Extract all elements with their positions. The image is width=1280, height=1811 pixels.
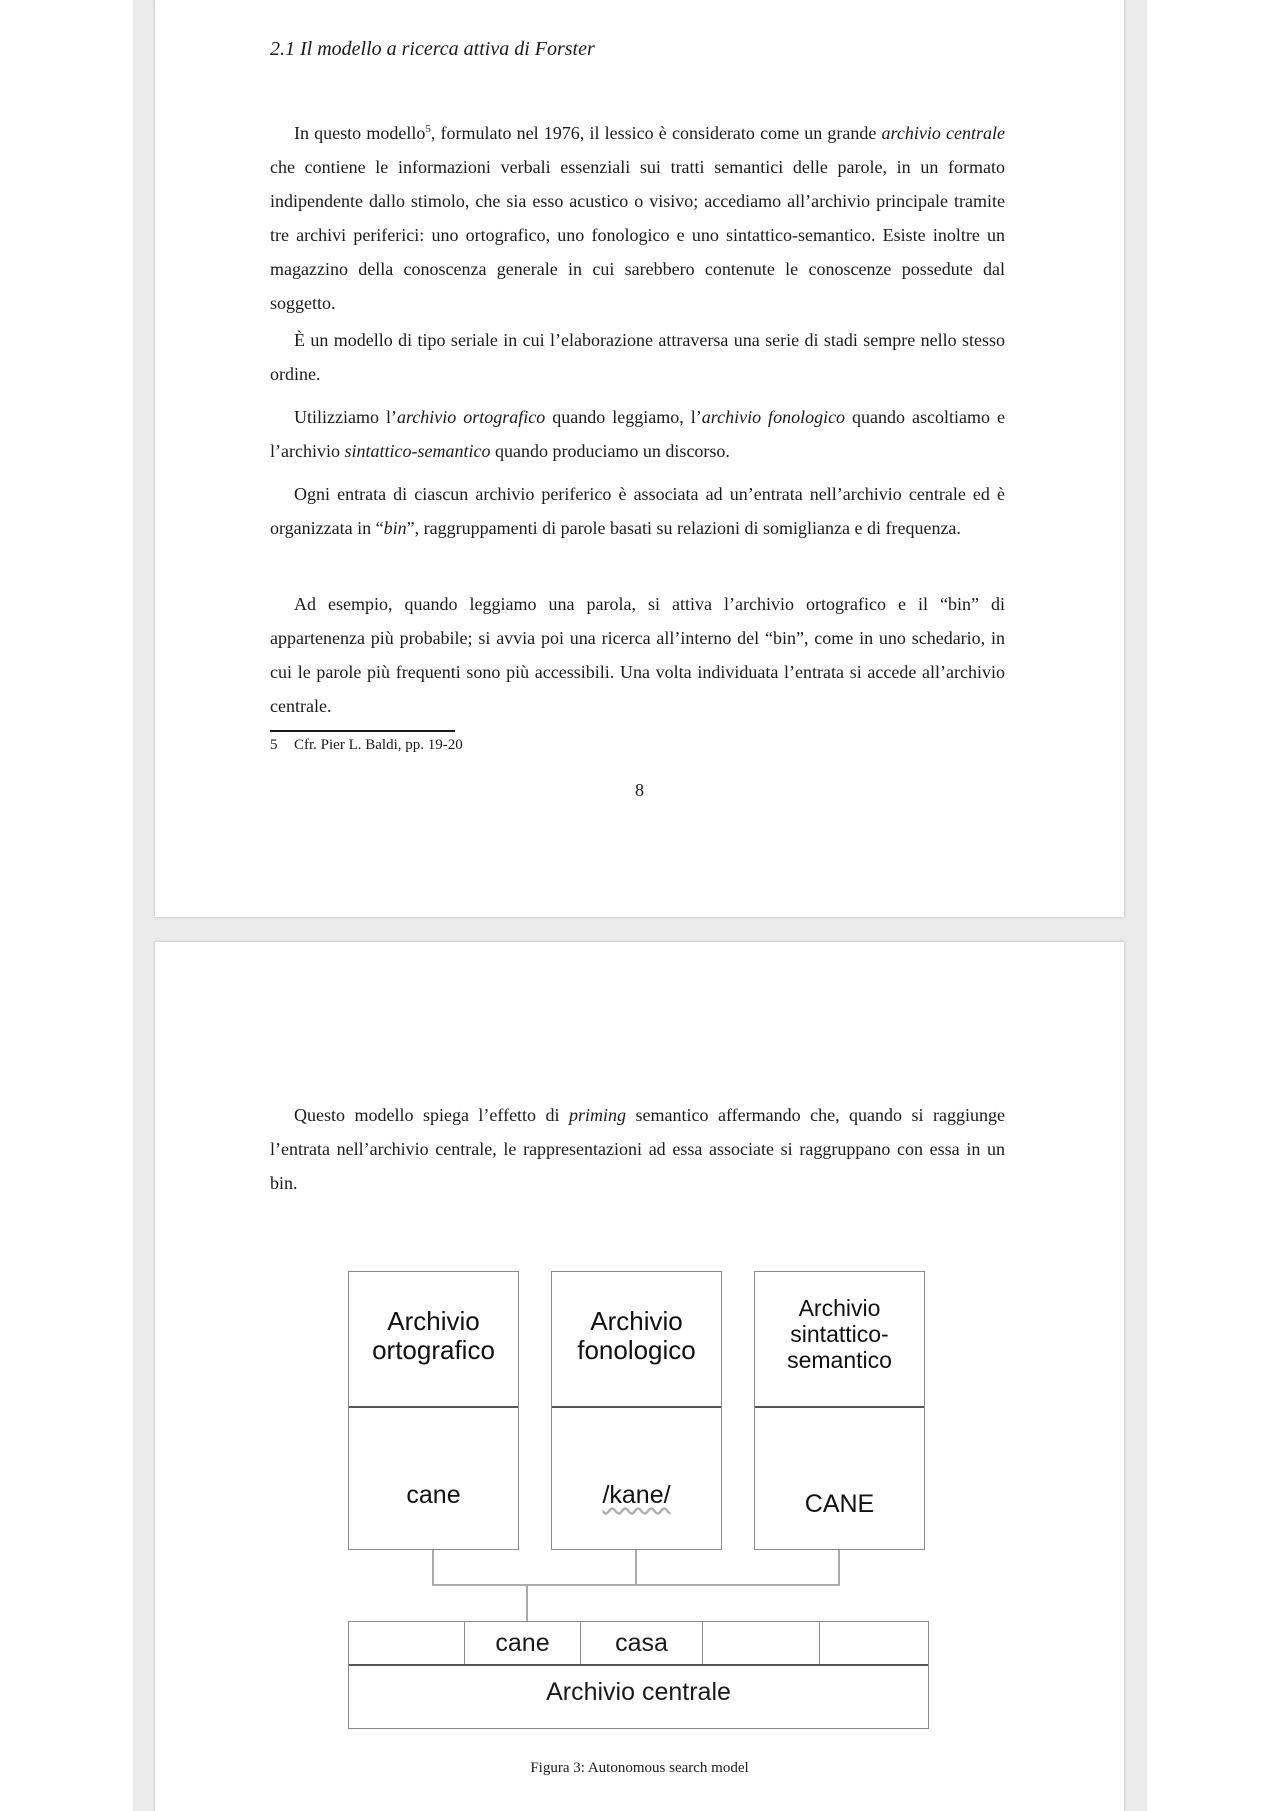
connector [432, 1550, 434, 1585]
bin-cell [349, 1622, 465, 1664]
box-entry: /kane/ [602, 1481, 671, 1509]
paragraph-3: Utilizziamo l’archivio ortografico quando leggiamo, l’archivio fonologico quando ascoltiamo e l’archivio sintattico-semantico quando produciamo un discorso. [270, 407, 1006, 461]
box-archivio-ortografico [348, 1271, 519, 1550]
section-title: 2.1 Il modello a ricerca attiva di Forster [270, 38, 595, 60]
footnote-rule [270, 730, 455, 732]
box-title: Archivio fonologico [577, 1306, 696, 1365]
paragraph-1: In questo modello$^5$, formulato nel 1976, il lessico è considerato come un grande archivio centrale che contiene le informazioni verbali essenziali sui tratti semantici delle parole, in un formato indipendente dallo stimolo, che sia esso acustico o visivo; accediamo all’archivio principale tramite tre archivi periferici: uno ortografico, uno fonologico e uno sintattico-semantico. Esiste inoltre un magazzino della conoscenza generale in cui sarebbero contenute le conoscenze possedute dal soggetto. [270, 123, 1006, 313]
figure-caption: Figura 3: Autonomous search model [530, 1760, 749, 1776]
paragraph-priming: Questo modello spiega l’effetto di priming semantico affermando che, quando si raggiunge l’entrata nell’archivio centrale, le rappresentazioni ad essa associate si raggruppano con essa in un bin. [270, 1105, 1005, 1193]
footnote-ref[interactable]: 5 [425, 123, 431, 135]
central-label: Archivio centrale [546, 1678, 731, 1706]
connector [838, 1550, 840, 1585]
paragraph-2: È un modello di tipo seriale in cui l’elaborazione attraversa una serie di stadi sempre nello stesso ordine. [270, 330, 1005, 384]
central-divider [349, 1664, 928, 1666]
box-title: Archivio ortografico [372, 1306, 495, 1365]
box-divider [552, 1406, 721, 1408]
connector [432, 1584, 840, 1586]
bin-cell [703, 1622, 820, 1664]
document-page-8 [155, 0, 1124, 917]
autonomous-search-diagram [155, 942, 1124, 1811]
bin-cell: cane [465, 1622, 581, 1664]
page-number: 8 [635, 780, 644, 800]
box-entry: cane [406, 1481, 461, 1509]
box-title: Archivio sintattico- semantico [787, 1295, 892, 1373]
box-archivio-centrale [348, 1621, 929, 1729]
box-entry: CANE [804, 1490, 875, 1518]
paragraph-4: Ogni entrata di ciascun archivio periferico è associata ad un’entrata nell’archivio centrale ed è organizzata in “bin”, raggruppamenti di parole basati su relazioni di somiglianza e di frequenza. [270, 484, 1005, 538]
connector [526, 1585, 528, 1621]
document-page-9 [155, 942, 1124, 1811]
bin-cell: casa [581, 1622, 703, 1664]
connector [635, 1550, 637, 1585]
box-divider [349, 1406, 518, 1408]
box-divider [755, 1406, 924, 1408]
box-archivio-sintattico-semantico [754, 1271, 925, 1550]
paragraph-5: Ad esempio, quando leggiamo una parola, si attiva l’archivio ortografico e il “bin” di appartenenza più probabile; si avvia poi una ricerca all’interno del “bin”, come in uno schedario, in cui le parole più frequenti sono più accessibili. Una volta individuata l’entrata si accede all’archivio centrale. [270, 594, 1005, 716]
box-archivio-fonologico [551, 1271, 722, 1550]
footnote: 5 Cfr. Pier L. Baldi, pp. 19-20 [270, 737, 463, 753]
